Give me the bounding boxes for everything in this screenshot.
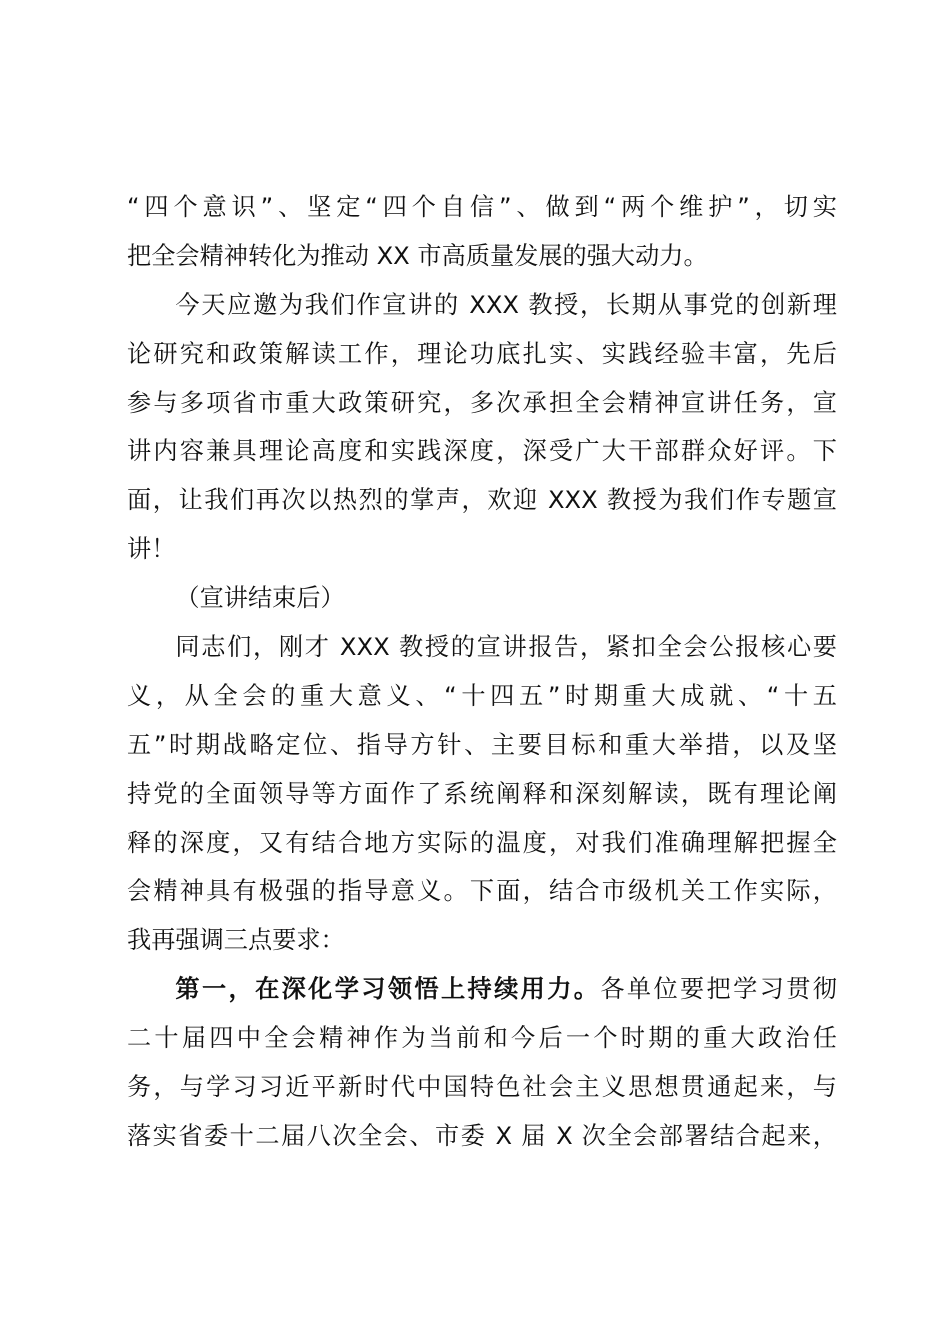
document-page xyxy=(127,183,837,1161)
text-line: 义，从全会的重大意义、“十四五”时期重大成就、“十五 xyxy=(127,681,837,710)
text-line: 落实省委十二届八次全会、市委 X 届 X 次全会部署结合起来， xyxy=(127,1121,837,1150)
text-line xyxy=(127,965,837,1014)
text-line: 五”时期战略定位、指导方针、主要目标和重大举措，以及坚 xyxy=(127,730,837,759)
text-line: 务，与学习习近平新时代中国特色社会主义思想贯通起来，与 xyxy=(127,1073,837,1102)
text-line: 二十届四中全会精神作为当前和今后一个时期的重大政治任 xyxy=(127,1024,837,1053)
text-line: （宣讲结束后） xyxy=(175,584,345,613)
text-line: “四个意识”、坚定“四个自信”、做到“两个维护”，切实 xyxy=(127,193,837,221)
text-line: 今天应邀为我们作宣讲的 XXX 教授，长期从事党的创新理 xyxy=(175,290,837,319)
paragraph-1 xyxy=(127,183,837,281)
paragraph-3-stage-note xyxy=(127,574,837,623)
text-line: 讲内容兼具理论高度和实践深度，深受广大干部群众好评。下 xyxy=(127,437,837,466)
text-line: 论研究和政策解读工作，理论功底扎实、实践经验丰富，先后 xyxy=(127,339,837,368)
text-line: 同志们，刚才 XXX 教授的宣讲报告，紧扣全会公报核心要 xyxy=(175,633,837,662)
text-line: 面，让我们再次以热烈的掌声，欢迎 XXX 教授为我们作专题宣 xyxy=(127,486,837,515)
paragraph-2 xyxy=(127,281,837,574)
paragraph-5 xyxy=(127,965,837,1161)
text-line: 把全会精神转化为推动 XX 市高质量发展的强大动力。 xyxy=(127,241,708,270)
text-line: 持党的全面领导等方面作了系统阐释和深刻解读，既有理论阐 xyxy=(127,779,837,808)
paragraph-4 xyxy=(127,623,837,965)
section-heading: 第一，在深化学习领悟上持续用力。 xyxy=(175,975,601,1004)
text-line: 释的深度，又有结合地方实际的温度，对我们准确理解把握全 xyxy=(127,828,837,857)
text-run: 各单位要把学习贯彻 xyxy=(600,975,837,1004)
text-line: 我再强调三点要求： xyxy=(127,926,345,955)
text-line: 会精神具有极强的指导意义。下面，结合市级机关工作实际， xyxy=(127,877,837,906)
text-line: 参与多项省市重大政策研究，多次承担全会精神宣讲任务，宣 xyxy=(127,388,837,417)
text-line: 讲！ xyxy=(127,535,176,564)
